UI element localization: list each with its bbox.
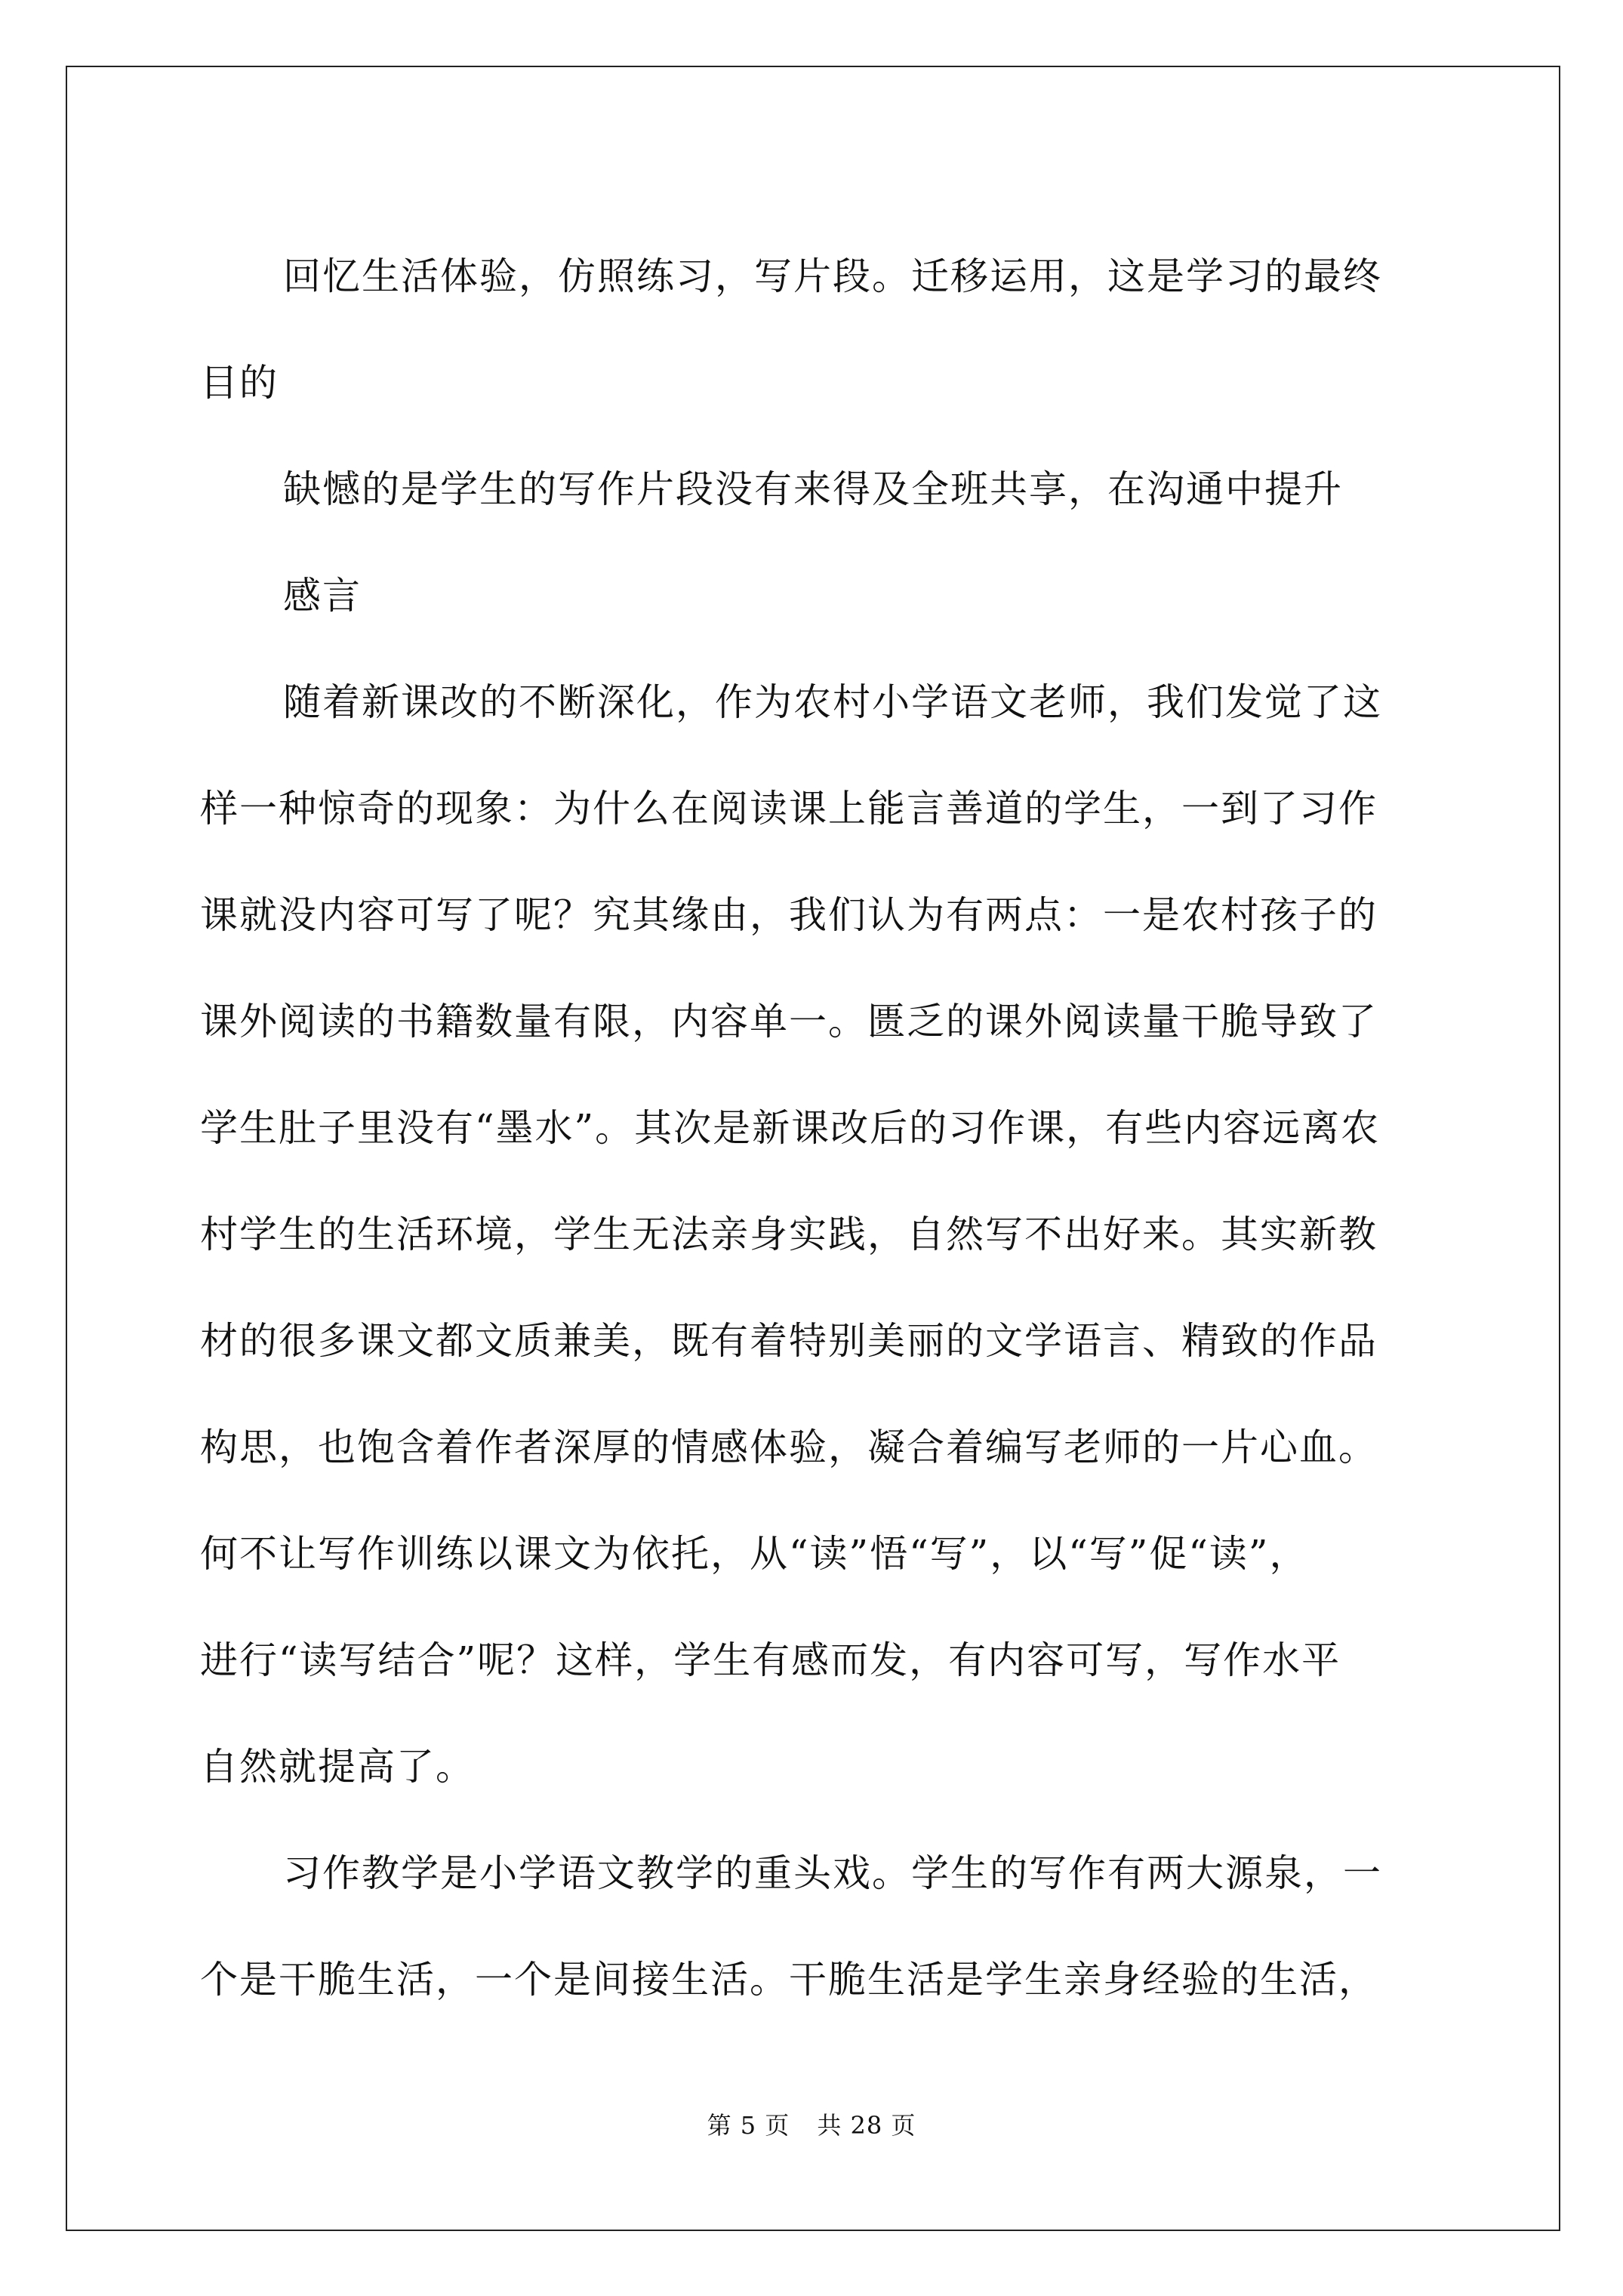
text-line: 随着新课改的不断深化，作为农村小学语文老师，我们发觉了这	[283, 680, 1382, 724]
text-line: 样一种惊奇的现象：为什么在阅读课上能言善道的学生，一到了习作	[200, 787, 1378, 831]
text-line: 习作教学是小学语文教学的重头戏。学生的写作有两大源泉，一	[283, 1851, 1382, 1895]
text-line: 缺憾的是学生的写作片段没有来得及全班共享，在沟通中提升	[283, 467, 1343, 511]
text-line: 目的	[200, 361, 279, 405]
text-line: 构思，也饱含着作者深厚的情感体验，凝合着编写老师的一片心血。	[200, 1425, 1378, 1469]
text-line: 回忆生活体验，仿照练习，写片段。迁移运用，这是学习的最终	[283, 254, 1382, 298]
page-total: 共 28 页	[817, 2111, 916, 2140]
text-line: 课就没内容可写了呢？究其缘由，我们认为有两点：一是农村孩子的	[200, 893, 1378, 937]
text-line: 村学生的生活环境，学生无法亲身实践，自然写不出好来。其实新教	[200, 1213, 1378, 1256]
body-text	[200, 223, 1434, 2033]
text-line: 材的很多课文都文质兼美，既有着特别美丽的文学语言、精致的作品	[200, 1319, 1378, 1363]
text-line: 个是干脆生活，一个是间接生活。干脆生活是学生亲身经验的生活，	[200, 1958, 1378, 2002]
text-line: 自然就提高了。	[200, 1745, 475, 1789]
text-line: 感言	[283, 574, 362, 618]
document-body	[200, 223, 1434, 2033]
page-number: 第 5 页	[707, 2111, 790, 2140]
text-line: 何不让写作训练以课文为依托，从“读”悟“写”，以“写”促“读”，	[200, 1532, 1309, 1576]
page-footer	[0, 2106, 1623, 2141]
text-line: 课外阅读的书籍数量有限，内容单一。匮乏的课外阅读量干脆导致了	[200, 1000, 1378, 1043]
text-line: 进行“读写结合”呢？这样，学生有感而发，有内容可写，写作水平	[200, 1638, 1341, 1682]
text-line: 学生肚子里没有“墨水”。其次是新课改后的习作课，有些内容远离农	[200, 1106, 1381, 1150]
